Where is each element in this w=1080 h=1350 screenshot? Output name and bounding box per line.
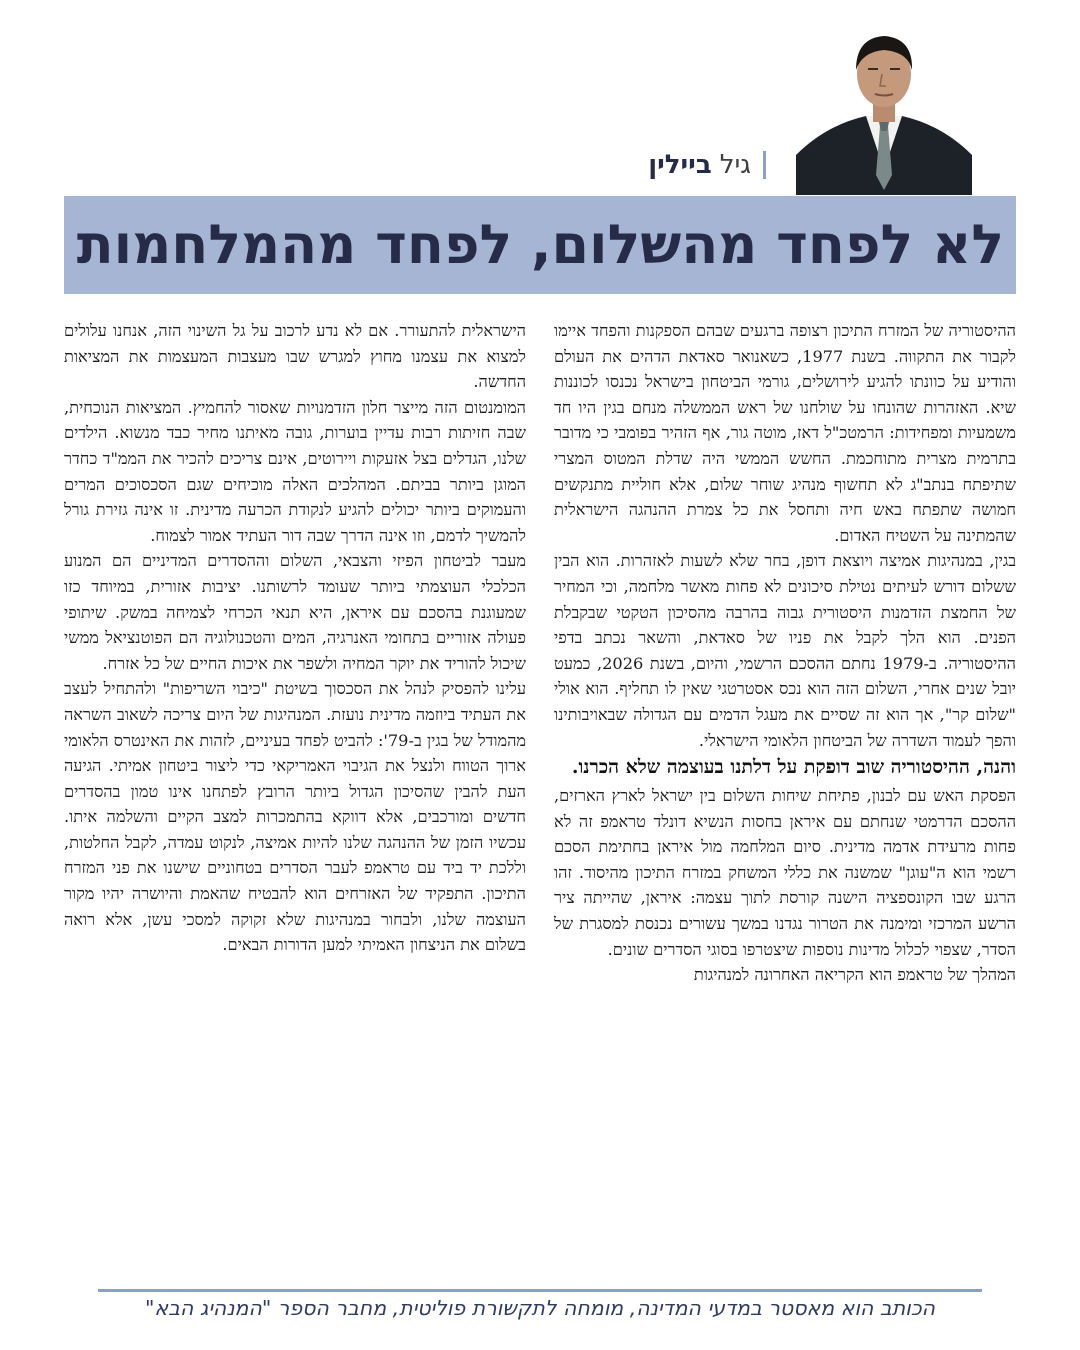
byline-divider: [763, 151, 766, 179]
paragraph: הפסקת האש עם לבנון, פתיחת שיחות השלום בין ישראל לארץ הארזים, ההסכם הדרמטי שנחתם עם איראן בחסות הנשיא דונלד טראמפ זה לא פחות מרעידת אדמה מדינית. סיום המלחמה מול איראן בחתימת הסכם רשמי הוא ה"עוגן" שמשנה את כללי המשחק במזרח התיכון מהיסוד. זהו הרגע שבו הקונספציה הישנה קורסת לתוך עצמה: איראן, שהייתה ציר הרשע המרכזי ומימנה את הטרור נגדנו במשך עשורים נכנסת למסגרת של הסדר, שצפוי לכלול מדינות נוספות שיצטרפו בסוגי הסדרים שונים.: [554, 786, 1016, 959]
headline: לא לפחד מהשלום, לפחד מהמלחמות: [76, 213, 1004, 276]
author-byline: [648, 150, 766, 180]
paragraph: עלינו להפסיק לנהל את הסכסוך בשיטת "כיבוי השריפות" ולהתחיל לעצב את העתיד ביוזמה מדינית נועזת. המנהיגות של היום צריכה לשאוב השראה מהמודל של בגין ב-79': להביט לפחד בעיניים, לזהות את האינטרס הלאומי ארוך הטווח ולנצל את הגיבוי האמריקאי כדי ליצור ביטחון אמיתי. הגיעה העת להבין שהסיכון הגדול ביותר הרובץ לפתחנו אינו טמון בהסדרים חדשים ומורכבים, אלא דווקא בהתמכרות למצב הקיים והשלמה איתו. עכשיו הזמן של ההנהגה שלנו להיות אמיצה, לנקוט עמדה, לקבל החלטות, וללכת יד ביד עם טראמפ לעבר הסדרים בטחוניים שישנו את פני המזרח התיכון. התפקיד של האזרחים הוא להבטיח שהאמת והיושרה יהיו מקור העוצמה שלנו, ולבחור במנהיגות שלא זקוקה למסכי עשן, אלא רואה בשלום את הניצחון האמיתי למען הדורות הבאים.: [64, 679, 526, 955]
paragraph: מעבר לביטחון הפיזי והצבאי, השלום וההסדרים המדיניים הם המנוע הכלכלי העוצמתי ביותר שעומד לרשותנו. יציבות אזורית, במיוחד כזו שמעוגנת בהסכם עם איראן, היא תנאי הכרחי לצמיחה במשק. שיתופי פעולה אזוריים בתחומי האנרגיה, המים והטכנולוגיה הם הפוטנציאל ממשי שיכול להוריד את יוקר המחיה ולשפר את איכות החיים של כל אזרח.: [64, 551, 526, 673]
paragraph: המהלך של טראמפ הוא הקריאה האחרונה למנהיגות: [693, 965, 1016, 985]
headline-band: [64, 196, 1016, 294]
paragraph: הישראלית להתעורר. אם לא נדע לרכוב על גל השינוי הזה, אנחנו עלולים למצוא את עצמנו מחוץ למגרש שבו מעצבות המעצמות את המציאות החדשה.: [64, 321, 526, 392]
footer-divider: [98, 1289, 982, 1292]
subheading: והנה, ההיסטוריה שוב דופקת על דלתנו בעוצמה שלא הכרנו.: [571, 756, 1016, 779]
paragraph: בגין, במנהיגות אמיצה ויוצאת דופן, בחר שלא לשעות לאזהרות. הוא הבין ששלום דורש לעיתים נטילת סיכונים לא פחות מאשר מלחמה, וכי המחיר של החמצת הזדמנות היסטורית גבוה בהרבה מהסיכון הטקטי שבקבלת הפנים. הוא הלך לקבל את פניו של סאדאת, והשאר נכתב בדפי ההיסטוריה. ב-1979 נחתם ההסכם הרשמי, והיום, בשנת 2026, כמעט יובל שנים אחרי, השלום הזה הוא נכס אסטרטגי שאין לו תחליף. הוא אולי "שלום קר", אך הוא זה שסיים את מעגל הדמים עם הגדולה שבאויבותינו והפך לעמוד השדרה של הביטחון הלאומי הישראלי.: [554, 551, 1016, 750]
right-column: [554, 318, 1016, 1278]
paragraph: ההיסטוריה של המזרח התיכון רצופה ברגעים שבהם הספקנות והפחד איימו לקבור את התקווה. בשנת 1977, כשאנואר סאדאת הדהים את העולם והודיע על כוונתו להגיע לירושלים, גורמי הביטחון בישראל נכנסו לכוננות שיא. האזהרות שהונחו על שולחנו של ראש הממשלה מנחם בגין היו חד משמעיות ומפחידות: הרמטכ"ל דאז, מוטה גור, אף הזהיר בפומבי כי מדובר בתרמית מצרית מתוחכמת. החשש הממשי היה שדלת המטוס המצרי שתיפתח בנתב"ג לא תחשוף מנהיג שוחר שלום, אלא חוליית מתנקשים חמושה שתפתח באש חיה ותחסל את כל צמרת ההנהגה הישראלית שהמתינה על השטיח האדום.: [554, 321, 1016, 545]
left-column: [64, 318, 526, 1278]
author-bio-footer: הכותב הוא מאסטר במדעי המדינה, מומחה לתקשורת פוליטית, מחבר הספר "המנהיג הבא": [145, 1296, 935, 1320]
author-portrait: [796, 30, 972, 195]
author-last-name: ביילין: [648, 150, 712, 180]
author-first-name: גיל: [719, 150, 751, 180]
paragraph: המומנטום הזה מייצר חלון הזדמנויות שאסור להחמיץ. המציאות הנוכחית, שבה חזיתות רבות עדיין בוערות, גובה מאיתנו מחיר כבד מנשוא. הילדים שלנו, הגדלים בצל אזעקות ויירוטים, אינם צריכים להכיר את הממ"ד כחדר המוגן ביותר בביתם. המהלכים האלה מוכיחים שגם הסכסוכים המרים והעמוקים ביותר יכולים להגיע לנקודת הכרעה מדינית. זו אינה גזירת גורל להמשיך לדמם, וזו אינה הדרך שבה דור העתיד אמור לצמוח.: [64, 397, 526, 545]
article-body: [64, 318, 1016, 1278]
